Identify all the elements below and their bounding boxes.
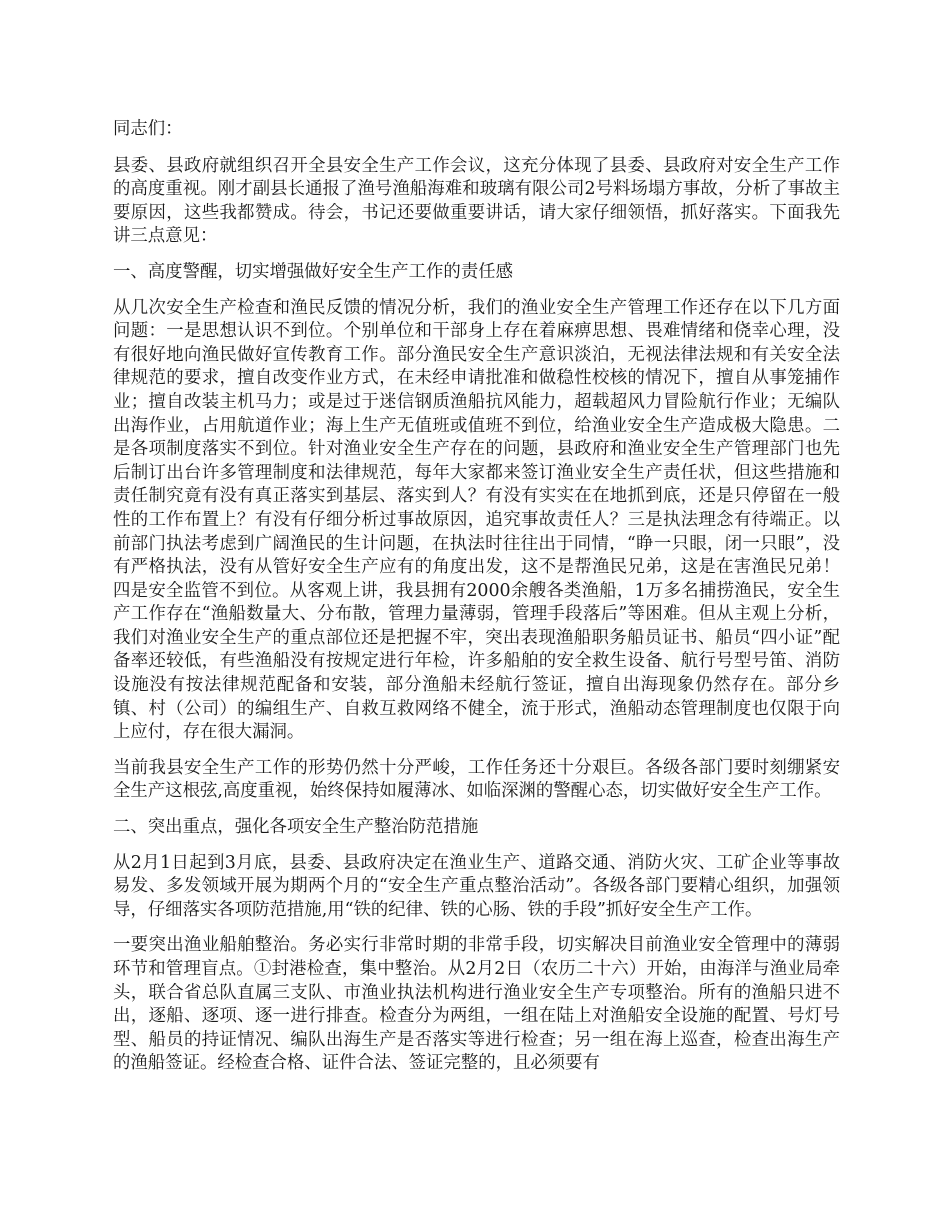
section-heading-2: 二、突出重点，强化各项安全生产整治防范措施 [113,817,479,838]
paragraph-problems: 从几次安全生产检查和渔民反馈的情况分析，我们的渔业安全生产管理工作还存在以下几方面问题：一是思想认识不到位。个别单位和干部身上存在着麻痹思想、畏难情绪和侥幸心理，没有很好地向渔民做好宣传教育工作。部分渔民安全生产意识淡泊，无视法律法规和有关安全法律规范的要求，擅自改变作业方式，在未经申请批准和做稳性校核的情况下，擅自从事笼捕作业；擅自改装主机马力；或是过于迷信钢质渔船抗风能力，超载超风力冒险航行作业；无编队出海作业，占用航道作业；海上生产无值班或值班不到位，给渔业安全生产造成极大隐患。二是各项制度落实不到位。针对渔业安全生产存在的问题，县政府和渔业安全生产管理部门也先后制订出台许多管理制度和法律规范，每年大家都来签订渔业安全生产责任状，但这些措施和责任制究竟有没有真正落实到基层、落实到人？有没有实实在在地抓到底，还是只停留在一般性的工作布置上？有没有仔细分析过事故原因，追究事故责任人？三是执法理念有待端正。以前部门执法考虑到广阔渔民的生计问题，在执法时往往出于同情，“睁一只眼，闭一只眼”，没有严格执法，没有从管好安全生产应有的角度出发，这不是帮渔民兄弟，这是在害渔民兄弟！四是安全监管不到位。从客观上讲，我县拥有2000余艘各类渔船，1万多名捕捞渔民，安全生产工作存在“渔船数量大、分布散，管理力量薄弱，管理手段落后”等困难。但从主观上分析，我们对渔业安全生产的重点部位还是把握不牢，突出表现渔船职务船员证书、船员“四小证”配备率还较低，有些渔船没有按规定进行年检，许多船舶的安全救生设备、航行号型号笛、消防设施没有按法律规范配备和安装，部分渔船未经航行签证，擅自出海现象仍然存在。部分乡镇、村（公司）的编组生产、自救互救网络不健全，流于形式，渔船动态管理制度也仅限于向上应付，存在很大漏洞。 [113,297,840,743]
paragraph-campaign: 从2月1日起到3月底，县委、县政府决定在渔业生产、道路交通、消防火灾、工矿企业等事故易发、多发领域开展为期两个月的“安全生产重点整治活动”。各级各部门要精心组织，加强领导，仔细落实各项防范措施,用“铁的纪律、铁的心肠、铁的手段”抓好安全生产工作。 [113,852,840,920]
paragraph-vessel-rectification: 一要突出渔业船舶整治。务必实行非常时期的非常手段，切实解决目前渔业安全管理中的薄弱环节和管理盲点。①封港检查，集中整治。从2月2日（农历二十六）开始，由海洋与渔业局牵头，联合省总队直属三支队、市渔业执法机构进行渔业安全生产专项整治。所有的渔船只进不出，逐船、逐项、逐一进行排查。检查分为两组，一组在陆上对渔船安全设施的配置、号灯号型、船员的持证情况、编队出海生产是否落实等进行检查；另一组在海上巡查，检查出海生产的渔船签证。经检查合格、证件合法、签证完整的，且必须要有 [113,935,840,1074]
section-heading-1: 一、高度警醒，切实增强做好安全生产工作的责任感 [113,261,513,282]
document-body [113,118,840,1088]
salutation: 同志们： [113,119,183,139]
paragraph-intro: 县委、县政府就组织召开全县安全生产工作会议，这充分体现了县委、县政府对安全生产工作的高度重视。刚才副县长通报了渔号渔船海难和玻璃有限公司2号料场塌方事故，分析了事故主要原因，这些我都赞成。待会，书记还要做重要讲话，请大家仔细领悟，抓好落实。下面我先讲三点意见： [113,155,840,247]
paragraph-situation: 当前我县安全生产工作的形势仍然十分严峻，工作任务还十分艰巨。各级各部门要时刻绷紧安全生产这根弦,高度重视，始终保持如履薄冰、如临深渊的警醒心态，切实做好安全生产工作。 [113,757,840,802]
